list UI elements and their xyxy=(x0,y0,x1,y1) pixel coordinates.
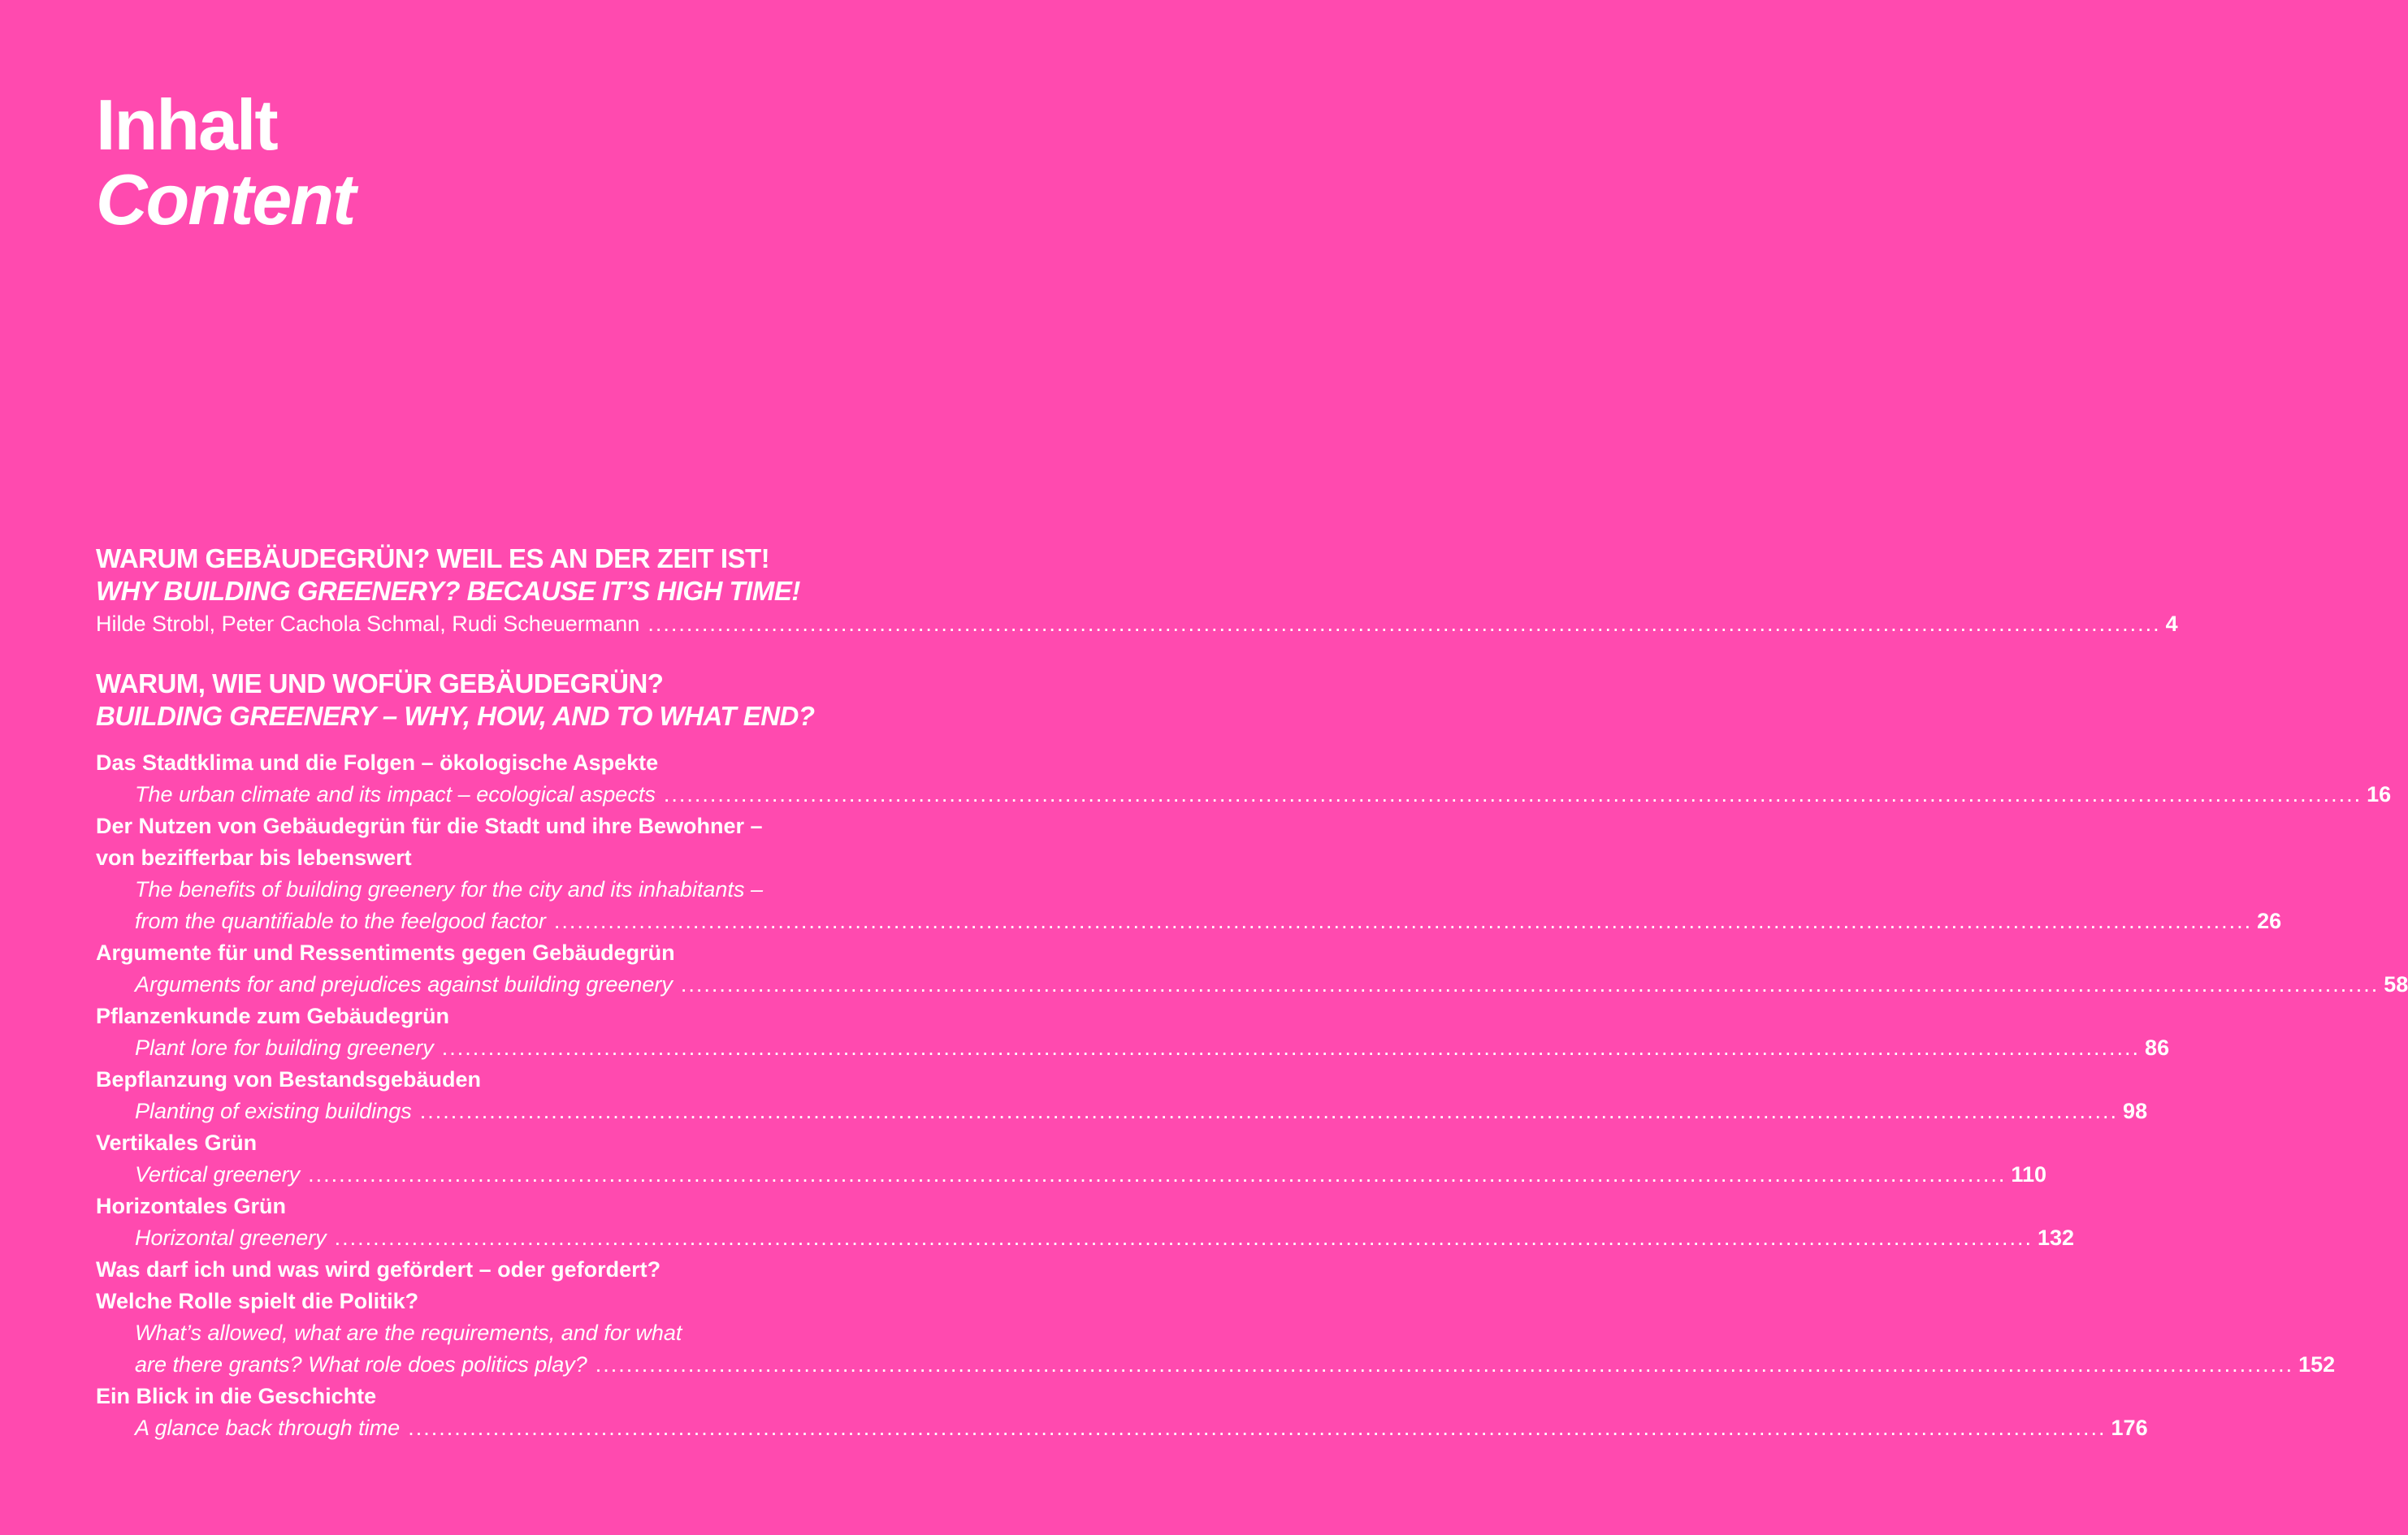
toc-entry-title-en: are there grants? What role does politics play? xyxy=(135,1352,587,1377)
page-number: 4 xyxy=(2165,612,2178,636)
page-number: 110 xyxy=(2011,1162,2046,1187)
page-title-de: Inhalt xyxy=(96,84,277,165)
toc-section-2 xyxy=(96,668,2408,1444)
leader-dots: ............................................................................................................................................................................................................................ xyxy=(441,1036,2141,1060)
toc-entry-title-en: Planting of existing buildings xyxy=(135,1099,412,1123)
page-number: 176 xyxy=(2111,1416,2148,1440)
toc-section-1 xyxy=(96,543,2178,640)
toc-entry-title-de: von bezifferbar bis lebenswert xyxy=(96,845,412,870)
toc-entry-title-de: Das Stadtklima und die Folgen – ökologische Aspekte xyxy=(96,750,659,775)
toc-entry-title-de: Was darf ich und was wird gefördert – oder gefordert? xyxy=(96,1257,661,1282)
toc-entry-title-en: Plant lore for building greenery xyxy=(135,1036,434,1060)
toc-entry-title-en: The urban climate and its impact – ecological aspects xyxy=(135,782,656,806)
page-title-en: Content xyxy=(96,159,355,240)
toc-entry[interactable] xyxy=(96,937,2408,1001)
toc-entry-title-de: Ein Blick in die Geschichte xyxy=(96,1384,377,1408)
section-heading-en: BUILDING GREENERY – WHY, HOW, AND TO WHAT END? xyxy=(96,701,815,731)
page-title xyxy=(96,84,355,240)
toc-entry-list xyxy=(96,747,2408,1444)
toc-entry[interactable] xyxy=(96,811,2282,937)
toc-entry-title-de: Pflanzenkunde zum Gebäudegrün xyxy=(96,1004,450,1028)
toc-entry-title-en: What’s allowed, what are the requirements, and for what xyxy=(135,1321,682,1345)
leader-dots: ............................................................................................................................................................................................................................ xyxy=(680,972,2380,997)
toc-entry-title-en: from the quantifiable to the feelgood factor xyxy=(135,909,546,933)
section-heading-de: WARUM, WIE UND WOFÜR GEBÄUDEGRÜN? xyxy=(96,668,664,698)
toc-entry[interactable] xyxy=(96,1001,2170,1064)
section-heading-de: WARUM GEBÄUDEGRÜN? WEIL ES AN DER ZEIT IST! xyxy=(96,543,770,573)
toc-entry-title-en: The benefits of building greenery for the city and its inhabitants – xyxy=(135,877,763,902)
toc-entry-title-de: Vertikales Grün xyxy=(96,1131,258,1155)
toc-entry-page-line xyxy=(96,1412,2148,1444)
leader-dots: ............................................................................................................................................................................................................................ xyxy=(553,909,2253,933)
leader-dots: ............................................................................................................................................................................................................................ xyxy=(308,1162,2007,1187)
toc-entry[interactable] xyxy=(96,1127,2046,1191)
toc-entry-page-line xyxy=(96,1159,2046,1191)
toc-entry-page-line xyxy=(96,969,2408,1001)
page-number: 16 xyxy=(2367,782,2392,806)
toc-entry-page-line xyxy=(96,1096,2148,1127)
toc-entry[interactable] xyxy=(96,1064,2148,1127)
toc-entry-page-line xyxy=(96,1222,2075,1254)
toc-entry-authors[interactable] xyxy=(96,608,2178,640)
leader-dots: ............................................................................................................................................................................................................................ xyxy=(408,1416,2107,1440)
toc-entry-title-de: Welche Rolle spielt die Politik? xyxy=(96,1289,419,1313)
page-number: 58 xyxy=(2384,972,2408,997)
toc-entry-title-de: Der Nutzen von Gebäudegrün für die Stadt und ihre Bewohner – xyxy=(96,814,763,838)
leader-dots: ............................................................................................................................................................................................................................ xyxy=(595,1352,2294,1377)
toc-entry[interactable] xyxy=(96,1254,2336,1381)
authors-text: Hilde Strobl, Peter Cachola Schmal, Rudi Scheuermann xyxy=(96,612,640,636)
page-number: 152 xyxy=(2298,1352,2336,1377)
leader-dots: ............................................................................................................................................................................................................................ xyxy=(334,1226,2033,1250)
toc-entry-title-en: Horizontal greenery xyxy=(135,1226,327,1250)
toc-entry-page-line xyxy=(96,906,2282,937)
page-number: 98 xyxy=(2123,1099,2148,1123)
toc-entry-title-en: Vertical greenery xyxy=(135,1162,301,1187)
leader-dots: ............................................................................................................................................................................................................................ xyxy=(419,1099,2119,1123)
toc-entry-page-line xyxy=(96,779,2392,811)
toc-entry-title-en: Arguments for and prejudices against building greenery xyxy=(135,972,673,997)
toc-entry-title-en: A glance back through time xyxy=(135,1416,401,1440)
page-number: 26 xyxy=(2257,909,2282,933)
toc-entry-page-line xyxy=(96,1349,2336,1381)
toc-entry[interactable] xyxy=(96,1191,2075,1254)
toc-entry-title-de: Horizontales Grün xyxy=(96,1194,287,1218)
toc-entry-title-de: Argumente für und Ressentiments gegen Gebäudegrün xyxy=(96,940,675,965)
page-number: 86 xyxy=(2145,1036,2170,1060)
toc-entry[interactable] xyxy=(96,1381,2148,1444)
leader-dots: ............................................................................................................................................................................................................................ xyxy=(663,782,2363,806)
leader-dots: .................................................................................................................................................................................................... xyxy=(647,612,2161,636)
toc-entry-page-line xyxy=(96,1032,2170,1064)
section-heading-en: WHY BUILDING GREENERY? BECAUSE IT’S HIGH TIME! xyxy=(96,576,800,606)
table-of-contents xyxy=(96,543,2408,1444)
page-number: 132 xyxy=(2037,1226,2075,1250)
toc-entry-title-de: Bepflanzung von Bestandsgebäuden xyxy=(96,1067,482,1092)
toc-entry[interactable] xyxy=(96,747,2392,811)
